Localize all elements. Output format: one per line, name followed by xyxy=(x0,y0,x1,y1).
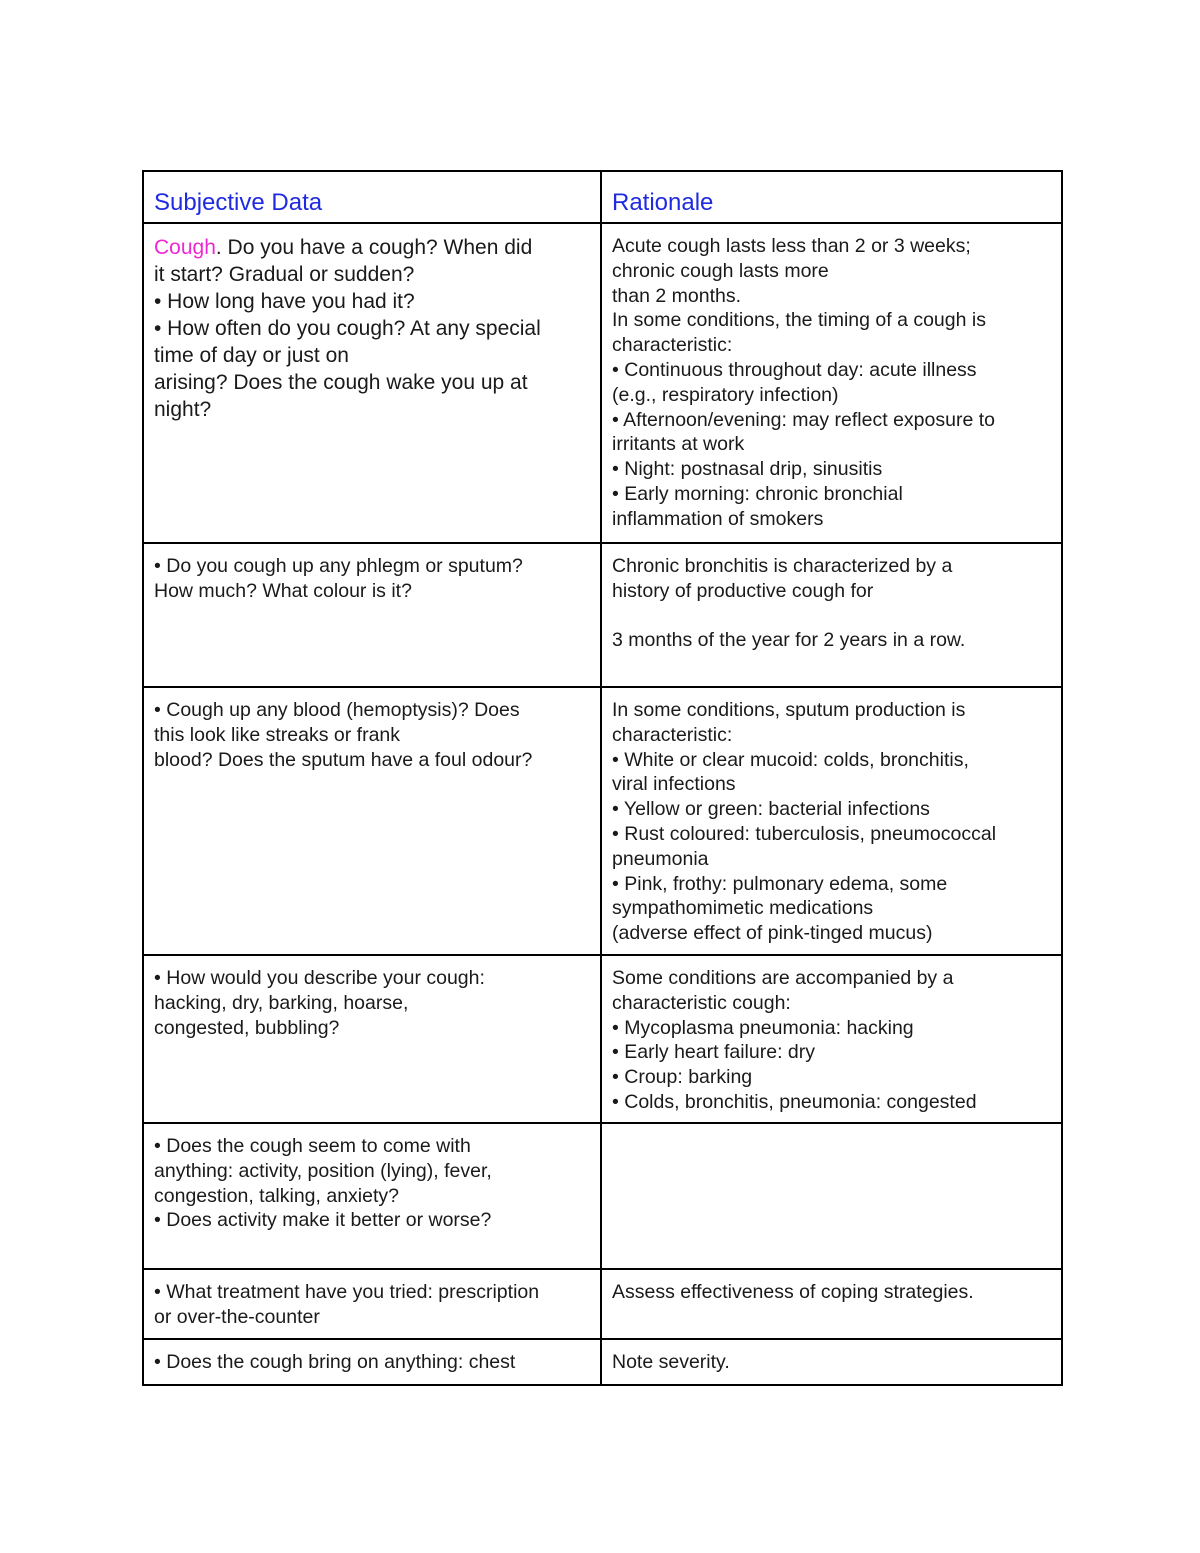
text-line: blood? Does the sputum have a foul odour? xyxy=(154,748,533,771)
table-row xyxy=(143,223,1062,543)
subjective-data-cell xyxy=(143,543,601,687)
subjective-data-text xyxy=(144,224,600,423)
rationale-text xyxy=(602,956,1061,1115)
text-line: • Early heart failure: dry xyxy=(612,1041,815,1064)
subjective-data-cell xyxy=(143,955,601,1123)
subjective-data-table xyxy=(142,170,1063,1386)
rationale-text xyxy=(602,1124,1061,1134)
rationale-cell xyxy=(601,1339,1062,1385)
rationale-cell xyxy=(601,223,1062,543)
subjective-data-text xyxy=(144,1340,600,1375)
text-line: • How would you describe your cough: xyxy=(154,967,485,989)
text-line: • Does activity make it better or worse? xyxy=(154,1209,492,1232)
text-line: • What treatment have you tried: prescription xyxy=(154,1281,540,1303)
text-line: night? xyxy=(154,398,212,421)
subjective-data-cell xyxy=(143,223,601,543)
text-line: • Yellow or green: bacterial infections xyxy=(612,798,930,821)
subjective-data-text xyxy=(144,688,600,772)
text-line: Some conditions are accompanied by a xyxy=(612,967,954,989)
rationale-text xyxy=(602,1340,1061,1375)
header-label-rationale: Rationale xyxy=(612,189,714,216)
subjective-data-text xyxy=(144,1270,600,1330)
text-line: How much? What colour is it? xyxy=(154,579,412,602)
text-line: irritants at work xyxy=(612,433,745,456)
table-row xyxy=(143,1339,1062,1385)
text-line: hacking, dry, barking, hoarse, xyxy=(154,991,409,1014)
text-line: • Does the cough bring on anything: chest xyxy=(154,1351,516,1373)
text-line: • Croup: barking xyxy=(612,1066,753,1089)
subjective-data-cell xyxy=(143,1339,601,1385)
text-line: it start? Gradual or sudden? xyxy=(154,263,415,286)
text-line: • Night: postnasal drip, sinusitis xyxy=(612,458,883,481)
rationale-cell xyxy=(601,543,1062,687)
rationale-cell xyxy=(601,955,1062,1123)
text-line: Chronic bronchitis is characterized by a xyxy=(612,555,953,577)
text-line: • Does the cough seem to come with xyxy=(154,1135,471,1157)
text-line: • How long have you had it? xyxy=(154,290,415,313)
subjective-data-cell xyxy=(143,1269,601,1339)
text-line: • Mycoplasma pneumonia: hacking xyxy=(612,1016,914,1039)
text-line: • Continuous throughout day: acute illness xyxy=(612,358,977,381)
text-line: history of productive cough for xyxy=(612,579,874,602)
text-line xyxy=(612,604,1051,629)
subjective-data-cell xyxy=(143,1123,601,1269)
subjective-data-text xyxy=(144,1124,600,1233)
table-header-row xyxy=(143,171,1062,223)
text-line: anything: activity, position (lying), fever, xyxy=(154,1159,492,1182)
table-row xyxy=(143,1269,1062,1339)
text-line: this look like streaks or frank xyxy=(154,723,401,746)
text-line: In some conditions, the timing of a cough is xyxy=(612,309,986,332)
header-cell-rationale xyxy=(601,171,1062,223)
rationale-cell xyxy=(601,1123,1062,1269)
text-line: Assess effectiveness of coping strategies. xyxy=(612,1281,974,1303)
text-line: or over-the-counter xyxy=(154,1305,320,1328)
text-line: viral infections xyxy=(612,773,736,796)
rationale-text xyxy=(602,224,1061,532)
text-line-rest: . Do you have a cough? When did xyxy=(215,236,533,259)
rationale-text xyxy=(602,1270,1061,1305)
text-line: • Early morning: chronic bronchial xyxy=(612,482,903,505)
text-line: congested, bubbling? xyxy=(154,1016,340,1039)
text-line: characteristic: xyxy=(612,723,733,746)
text-line: • Afternoon/evening: may reflect exposure to xyxy=(612,408,995,431)
text-line: • Pink, frothy: pulmonary edema, some xyxy=(612,872,948,895)
text-line: sympathomimetic medications xyxy=(612,897,874,920)
rationale-cell xyxy=(601,1269,1062,1339)
rationale-text xyxy=(602,688,1061,946)
text-line: In some conditions, sputum production is xyxy=(612,699,966,721)
rationale-text xyxy=(602,544,1061,653)
text-line: time of day or just on xyxy=(154,344,349,367)
table-row xyxy=(143,687,1062,955)
text-line: congestion, talking, anxiety? xyxy=(154,1184,399,1207)
text-line: arising? Does the cough wake you up at xyxy=(154,371,528,394)
text-line: Acute cough lasts less than 2 or 3 weeks; xyxy=(612,235,971,257)
text-line: chronic cough lasts more xyxy=(612,259,829,282)
text-line: characteristic: xyxy=(612,334,733,357)
text-line: 3 months of the year for 2 years in a row. xyxy=(612,629,966,652)
header-cell-subjective-data xyxy=(143,171,601,223)
text-line: • White or clear mucoid: colds, bronchitis, xyxy=(612,748,969,771)
cough-topic-label: Cough xyxy=(154,236,216,259)
text-line: than 2 months. xyxy=(612,284,741,307)
table-row xyxy=(143,1123,1062,1269)
subjective-data-cell xyxy=(143,687,601,955)
text-line: characteristic cough: xyxy=(612,991,791,1014)
text-line: • Colds, bronchitis, pneumonia: congested xyxy=(612,1090,977,1113)
subjective-data-text xyxy=(144,544,600,604)
rationale-cell xyxy=(601,687,1062,955)
text-line: • Cough up any blood (hemoptysis)? Does xyxy=(154,699,520,721)
text-line: pneumonia xyxy=(612,847,709,870)
text-line: (e.g., respiratory infection) xyxy=(612,383,839,406)
text-line: Note severity. xyxy=(612,1351,730,1373)
text-line: • Rust coloured: tuberculosis, pneumococcal xyxy=(612,822,997,845)
subjective-data-text xyxy=(144,956,600,1040)
table-row xyxy=(143,543,1062,687)
table-row xyxy=(143,955,1062,1123)
text-line: • Do you cough up any phlegm or sputum? xyxy=(154,555,523,577)
header-label-subjective-data: Subjective Data xyxy=(154,189,323,216)
text-line: inflammation of smokers xyxy=(612,507,824,530)
text-line: (adverse effect of pink-tinged mucus) xyxy=(612,922,933,945)
text-line: • How often do you cough? At any special xyxy=(154,317,541,340)
text-line xyxy=(154,234,590,261)
